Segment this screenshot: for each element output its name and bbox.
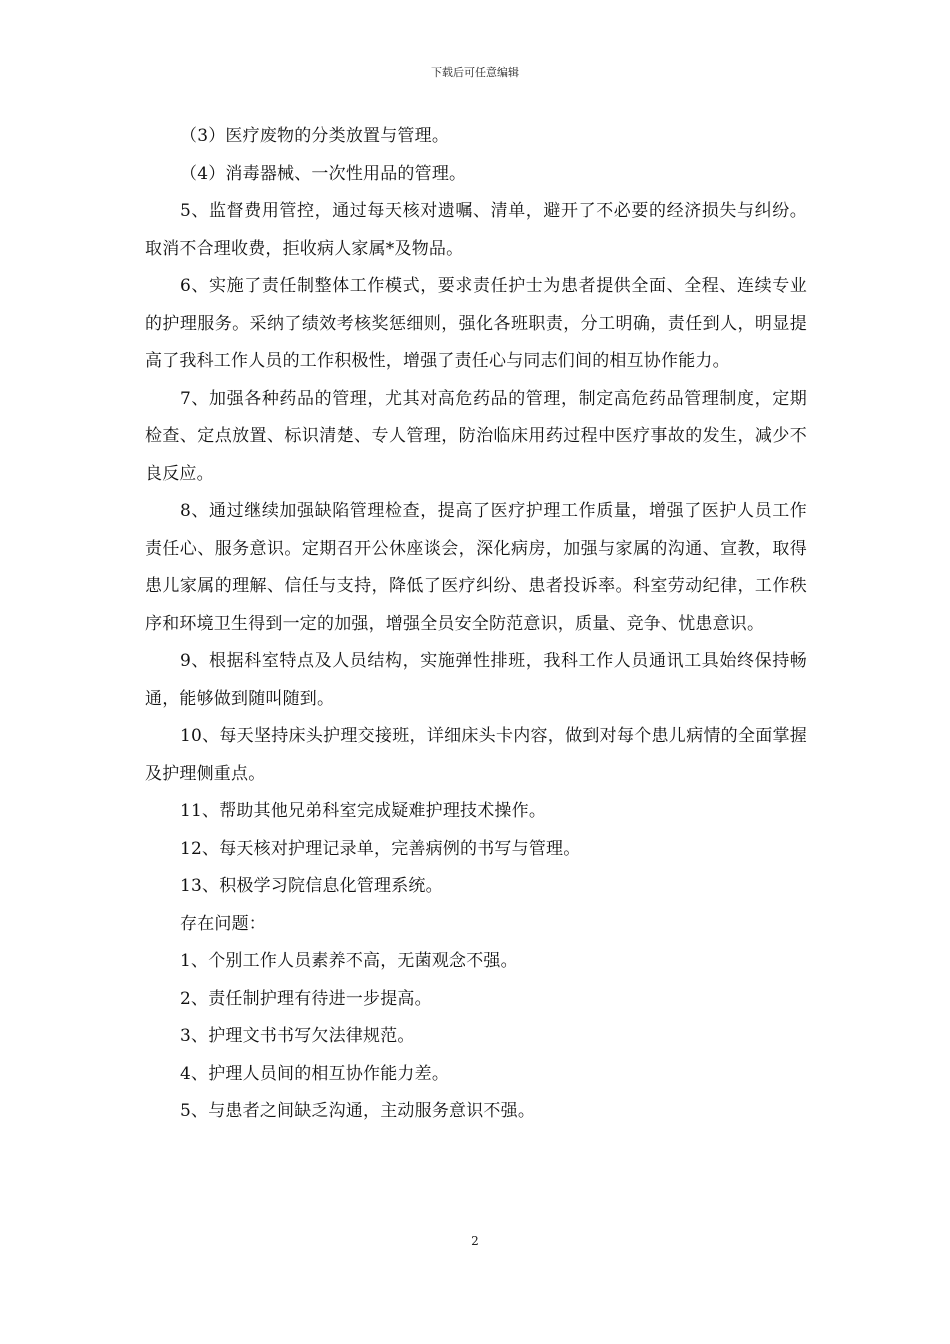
paragraph-help-departments: 11、帮助其他兄弟科室完成疑难护理技术操作。 (180, 801, 547, 821)
problems-heading: 存在问题： (180, 913, 266, 934)
paragraph-nursing-records: 12、每天核对护理记录单，完善病例的书写与管理。 (180, 838, 581, 859)
paragraph-responsibility-model: 6、实施了责任制整体工作模式，要求责任护士为患者提供全面、全程、连续专业的护理服务。采纳了绩效考核奖惩细则，强化各班职责，分工明确，责任到人，明显提高了我科工作人员的工作积极性，增强了责任心与同志们间的相互协作能力。 (145, 276, 807, 371)
problem-item-3: 3、护理文书书写欠法律规范。 (180, 1026, 415, 1046)
paragraph-waste-management: （3）医疗废物的分类放置与管理。 (180, 126, 450, 146)
document-body (145, 118, 807, 1131)
paragraph-bedside-handover: 10、每天坚持床头护理交接班，详细床头卡内容，做到对每个患儿病情的全面掌握及护理侧重点。 (145, 726, 807, 784)
paragraph-cost-control: 5、监督费用管控，通过每天核对遗嘱、清单，避开了不必要的经济损失与纠纷。取消不合理收费，拒收病人家属*及物品。 (145, 201, 807, 259)
paragraph-information-system: 13、积极学习院信息化管理系统。 (180, 876, 443, 896)
problem-item-5: 5、与患者之间缺乏沟通，主动服务意识不强。 (180, 1101, 536, 1121)
page-header-note: 下载后可任意编辑 (431, 66, 519, 79)
paragraph-disinfection: （4）消毒器械、一次性用品的管理。 (180, 163, 467, 184)
problem-item-4: 4、护理人员间的相互协作能力差。 (180, 1063, 450, 1084)
page-number: 2 (471, 1234, 479, 1248)
paragraph-flexible-shifts: 9、根据科室特点及人员结构，实施弹性排班，我科工作人员通讯工具始终保持畅通，能够做到随叫随到。 (145, 651, 807, 709)
paragraph-drug-management: 7、加强各种药品的管理，尤其对高危药品的管理，制定高危药品管理制度，定期检查、定点放置、标识清楚、专人管理，防治临床用药过程中医疗事故的发生，减少不良反应。 (145, 388, 807, 484)
problem-item-2: 2、责任制护理有待进一步提高。 (180, 988, 432, 1009)
paragraph-defect-management: 8、通过继续加强缺陷管理检查，提高了医疗护理工作质量，增强了医护人员工作责任心、服务意识。定期召开公休座谈会，深化病房，加强与家属的沟通、宣教，取得患儿家属的理解、信任与支持，降低了医疗纠纷、患者投诉率。科室劳动纪律，工作秩序和环境卫生得到一定的加强，增强全员安全防范意识，质量、竞争、忧患意识。 (145, 501, 807, 634)
problem-item-1: 1、个别工作人员素养不高，无菌观念不强。 (180, 951, 518, 971)
